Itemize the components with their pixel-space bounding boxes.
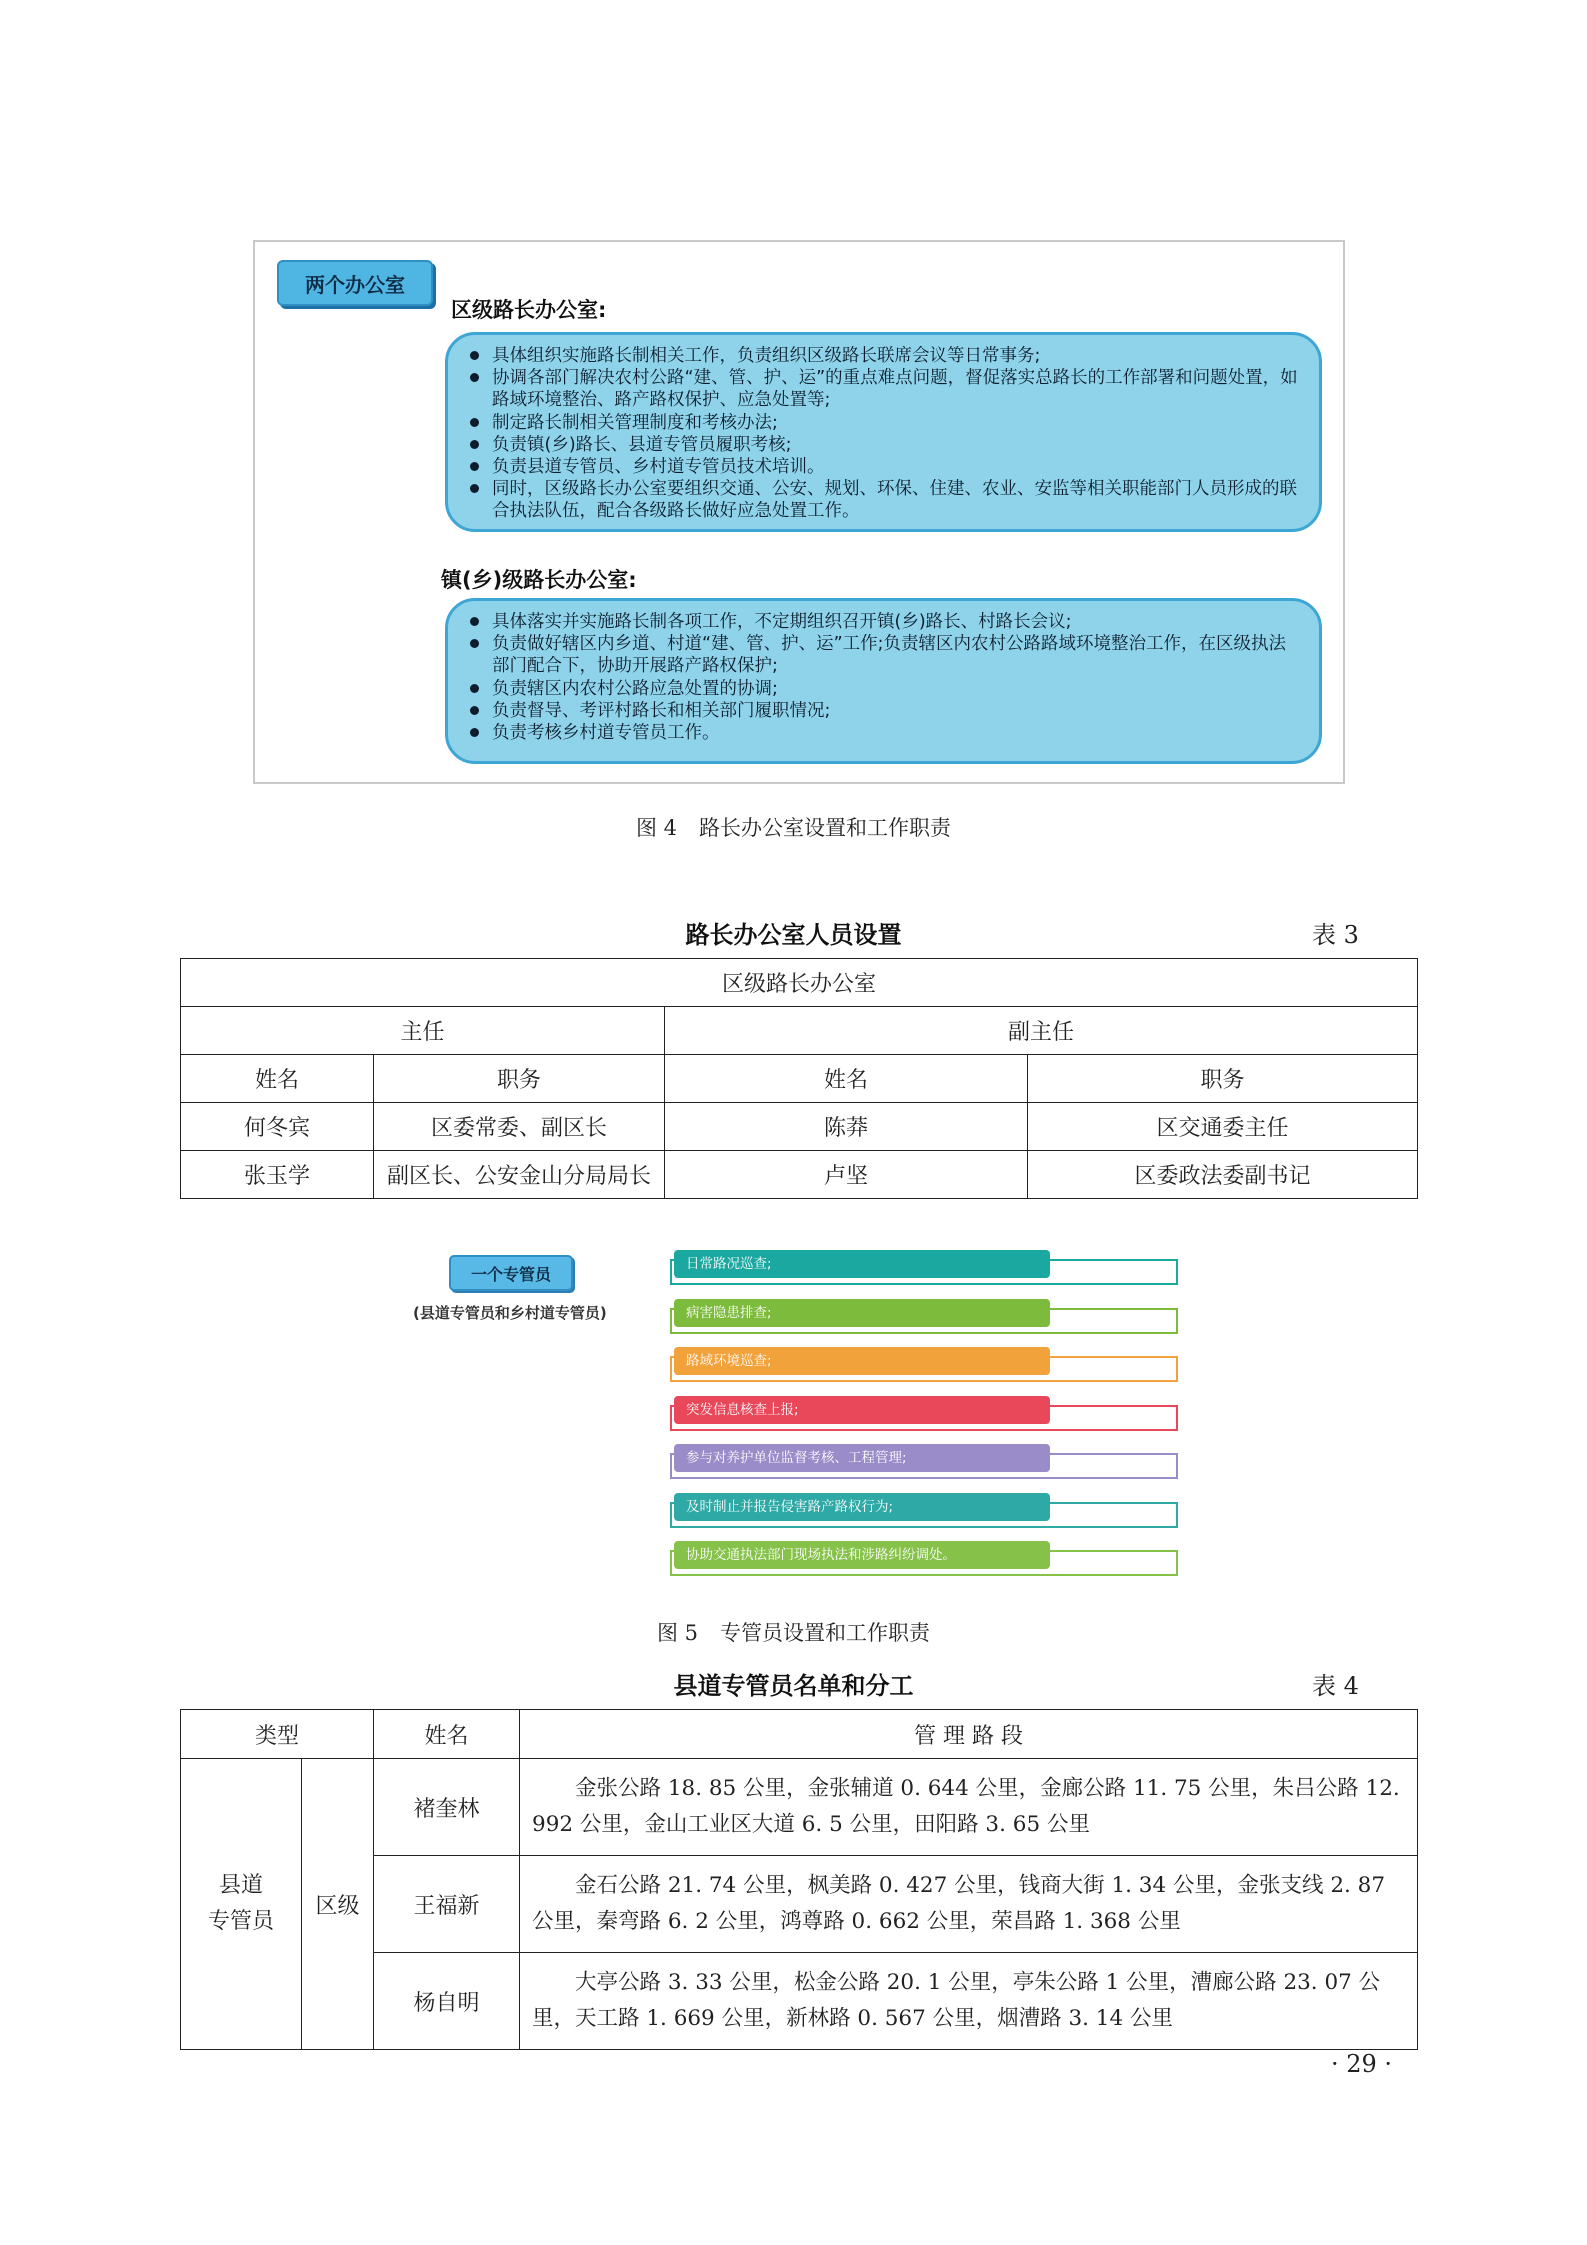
deputy-name-cell: 卢坚	[665, 1151, 1028, 1199]
segment-cell	[520, 1953, 1418, 2050]
inspector-name-cell: 王福新	[374, 1856, 520, 1953]
district-office-heading: 区级路长办公室:	[451, 298, 607, 322]
segment-text: 金张公路 18. 85 公里，金张辅道 0. 644 公里，金廊公路 11. 75 公里，朱吕公路 12. 992 公里，金山工业区大道 6. 5 公里，田阳路 3. 65 公里	[532, 1776, 1400, 1837]
town-office-duties-box	[445, 598, 1322, 764]
figure-4-caption-text: 路长办公室设置和工作职责	[699, 816, 952, 840]
district-office-duties-list	[466, 345, 1301, 523]
segment-text: 金石公路 21. 74 公里，枫美路 0. 427 公里，钱商大街 1. 34 公里，金张支线 2. 87 公里，秦弯路 6. 2 公里，鸿尊路 0. 662 公里，荣昌路 1. 368 公里	[532, 1873, 1386, 1934]
duty-list-item: 制定路长制相关管理制度和考核办法;	[466, 412, 1301, 434]
town-office-duties-list	[466, 611, 1301, 744]
duty-label: 协助交通执法部门现场执法和涉路纠纷调处。	[674, 1541, 1050, 1569]
figure-4-two-offices	[253, 240, 1345, 784]
duty-label: 病害隐患排查;	[674, 1299, 1050, 1327]
director-position-header: 职务	[374, 1055, 665, 1103]
figure-5-number: 图 5	[656, 1621, 699, 1645]
table-row	[181, 1151, 1418, 1199]
director-header-cell: 主任	[181, 1007, 665, 1055]
duty-item	[670, 1493, 1178, 1533]
inspector-name-cell: 杨自明	[374, 1953, 520, 2050]
table-4-county-inspectors	[180, 1709, 1418, 2050]
town-office-heading: 镇(乡)级路长办公室:	[441, 568, 637, 592]
table-3-office-staff	[180, 958, 1418, 1199]
table-row	[181, 1759, 1418, 1856]
duty-item	[670, 1541, 1178, 1581]
one-inspector-tab: 一个专管员	[449, 1255, 573, 1291]
table-4-number: 表 4	[1312, 1672, 1359, 1700]
figure-5-caption-text: 专管员设置和工作职责	[720, 1621, 931, 1645]
figure-4-number: 图 4	[635, 816, 678, 840]
district-office-duties-box	[445, 332, 1322, 532]
figure-5-inspector-duties	[405, 1230, 1183, 1592]
level-cell: 区级	[302, 1759, 374, 2050]
duty-item	[670, 1396, 1178, 1436]
duty-list-item: 负责督导、考评村路长和相关部门履职情况;	[466, 700, 1301, 722]
director-position-cell: 副区长、公安金山分局局长	[374, 1151, 665, 1199]
director-name-cell: 张玉学	[181, 1151, 374, 1199]
duty-item	[670, 1250, 1178, 1290]
type-line-1: 县道	[218, 1873, 263, 1898]
duty-list-item: 负责做好辖区内乡道、村道“建、管、护、运”工作;负责辖区内农村公路路域环境整治工作，在区级执法部门配合下，协助开展路产路权保护;	[466, 633, 1301, 677]
duty-list-item: 负责镇(乡)路长、县道专管员履职考核;	[466, 434, 1301, 456]
inspector-name-cell: 褚奎林	[374, 1759, 520, 1856]
segment-header: 管 理 路 段	[520, 1710, 1418, 1759]
segment-cell	[520, 1759, 1418, 1856]
figure-5-caption	[0, 1617, 1587, 1647]
duty-label: 参与对养护单位监督考核、工程管理;	[674, 1444, 1050, 1472]
director-position-cell: 区委常委、副区长	[374, 1103, 665, 1151]
two-offices-tab: 两个办公室	[277, 260, 433, 306]
duty-list-item: 负责考核乡村道专管员工作。	[466, 722, 1301, 744]
type-cell	[181, 1759, 302, 2050]
duty-label: 突发信息核查上报;	[674, 1396, 1050, 1424]
table-3-number: 表 3	[1312, 921, 1359, 949]
duty-item	[670, 1444, 1178, 1484]
duty-label: 路域环境巡查;	[674, 1347, 1050, 1375]
inspector-subtitle: (县道专管员和乡村道专管员)	[413, 1304, 607, 1322]
segment-text: 大亭公路 3. 33 公里，松金公路 20. 1 公里，亭朱公路 1 公里，漕廊公路 23. 07 公里，天工路 1. 669 公里，新林路 0. 567 公里，烟漕路 3. 14 公里	[532, 1970, 1381, 2031]
duty-item	[670, 1299, 1178, 1339]
deputy-position-cell: 区交通委主任	[1028, 1103, 1418, 1151]
director-name-header: 姓名	[181, 1055, 374, 1103]
duty-list-item: 协调各部门解决农村公路“建、管、护、运”的重点难点问题，督促落实总路长的工作部署和问题处置，如路域环境整治、路产路权保护、应急处置等;	[466, 367, 1301, 411]
type-header: 类型	[181, 1710, 374, 1759]
duty-list-item: 具体落实并实施路长制各项工作，不定期组织召开镇(乡)路长、村路长会议;	[466, 611, 1301, 633]
page-number: · 29 ·	[1331, 2050, 1393, 2078]
table-3-title: 路长办公室人员设置	[685, 921, 902, 949]
duty-label: 及时制止并报告侵害路产路权行为;	[674, 1493, 1050, 1521]
duty-list-item: 具体组织实施路长制相关工作，负责组织区级路长联席会议等日常事务;	[466, 345, 1301, 367]
duty-list-item: 同时，区级路长办公室要组织交通、公安、规划、环保、住建、农业、安监等相关职能部门人员形成的联合执法队伍，配合各级路长做好应急处置工作。	[466, 478, 1301, 522]
director-name-cell: 何冬宾	[181, 1103, 374, 1151]
deputy-name-cell: 陈莽	[665, 1103, 1028, 1151]
deputy-position-cell: 区委政法委副书记	[1028, 1151, 1418, 1199]
table-4-title: 县道专管员名单和分工	[673, 1672, 914, 1700]
deputy-name-header: 姓名	[665, 1055, 1028, 1103]
figure-4-caption	[0, 812, 1587, 842]
segment-cell	[520, 1856, 1418, 1953]
table-row	[181, 1103, 1418, 1151]
duty-label: 日常路况巡查;	[674, 1250, 1050, 1278]
office-header-cell: 区级路长办公室	[181, 959, 1418, 1007]
duty-list-item: 负责辖区内农村公路应急处置的协调;	[466, 678, 1301, 700]
type-line-2: 专管员	[207, 1909, 274, 1934]
deputy-position-header: 职务	[1028, 1055, 1418, 1103]
name-header: 姓名	[374, 1710, 520, 1759]
deputy-header-cell: 副主任	[665, 1007, 1418, 1055]
duty-item	[670, 1347, 1178, 1387]
duty-list-item: 负责县道专管员、乡村道专管员技术培训。	[466, 456, 1301, 478]
